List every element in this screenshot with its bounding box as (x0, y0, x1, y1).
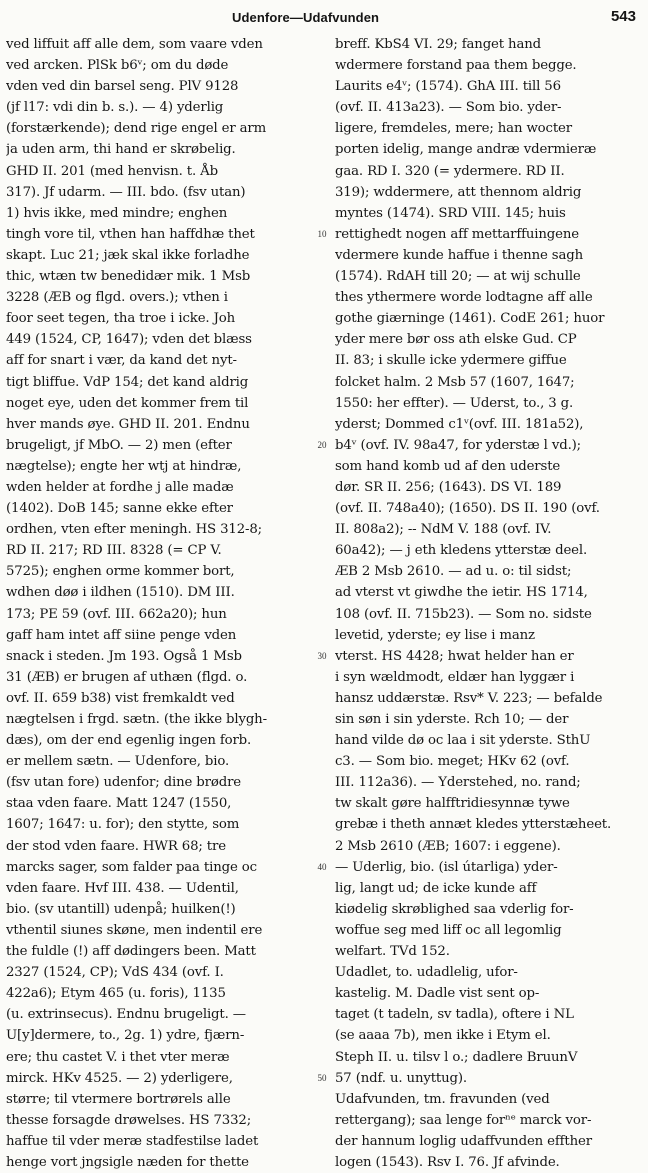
left-column-line: ved liffuit aff alle dem, som vaare vden (6, 37, 263, 52)
right-column-line: taget (t tadeln, sv tadla), oftere i NL (335, 1007, 574, 1023)
left-column-line: der stod vden faare. HWR 68; tre (6, 838, 226, 854)
right-column-line: yderst; Dommed c1ᵛ(ovf. III. 181a52), (335, 416, 584, 432)
right-column-line: 2 Msb 2610 (ÆB; 1607: i eggene). (335, 838, 561, 854)
right-column-line: hansz uddærstæ. Rsv* V. 223; — befalde (335, 690, 603, 706)
left-column-line: GHD II. 201 (med henvisn. t. Åb (6, 163, 218, 179)
left-column-line: vden ved din barsel seng. PlV 9128 (6, 79, 239, 95)
right-column-line: gothe giærninge (1461). CodE 261; huor (335, 311, 605, 327)
left-column-line: vthentil siunes skøne, men indentil ere (6, 922, 263, 938)
left-column-line: 31 (ÆB) er brugen af uthæn (flgd. o. (6, 669, 248, 685)
left-column-line: ere; thu castet V. i thet vter meræ (6, 1049, 230, 1065)
right-column-line: i syn wældmodt, eldær han lyggær i (335, 669, 575, 685)
left-column-line: dæs), om der end egenlig ingen forb. (6, 733, 252, 749)
left-column-line: nægtelsen i frgd. sætn. (the ikke blygh- (6, 712, 267, 727)
right-column (335, 34, 643, 1173)
right-column-line: dør. SR II. 256; (1643). DS VI. 189 (335, 479, 562, 495)
right-column-line: logen (1543). Rsv I. 76. Jf afvinde. (335, 1154, 560, 1170)
left-column-line: thic, wtæn tw benedidær mik. 1 Msb (6, 269, 251, 285)
left-column-line: ordhen, vten efter meningh. HS 312-8; (6, 522, 263, 538)
left-column-line: er mellem sætn. — Udenfore, bio. (6, 754, 230, 770)
right-column-line: myntes (1474). SRD VIII. 145; huis (335, 205, 566, 221)
left-column-line: tingh vore til, vthen han haffdhæ thet (6, 226, 255, 242)
right-column-line: grebæ i theth annæt kledes ytterstæheet. (335, 817, 612, 833)
margin-line-number: 30 (317, 650, 327, 661)
left-column-line: the fuldle (!) aff dødingers been. Matt (6, 944, 256, 960)
right-column-line: Udadlet, to. udadlelig, ufor- (335, 965, 518, 981)
left-column (6, 34, 314, 1173)
left-column-line: (1402). DoB 145; sanne ekke efter (6, 501, 233, 517)
left-column-line: skapt. Luc 21; jæk skal ikke forladhe (6, 247, 250, 263)
right-column-line: (ovf. II. 413a23). — Som bio. yder- (335, 100, 562, 116)
left-column-line: 2327 (1524, CP); VdS 434 (ovf. I. (6, 965, 224, 981)
right-column-line: c3. — Som bio. meget; HKv 62 (ovf. (335, 754, 570, 770)
right-column-line: yder mere bør oss ath elske Gud. CP (335, 332, 577, 348)
left-column-line: 317). Jf udarm. — III. bdo. (fsv utan) (6, 184, 246, 200)
left-column-line: nægtelse); engte her wtj at hindræ, (6, 458, 242, 474)
right-column-line: kiødelig skrøblighed saa vderlig for- (335, 901, 574, 917)
left-column-line: bio. (sv utantill) udenpå; huilken(!) (6, 901, 236, 917)
right-column-line: der hannum loglig udaffvunden effther (335, 1133, 592, 1149)
right-column-line: Laurits e4ᵛ; (1574). GhA III. till 56 (335, 79, 561, 95)
right-column-line: sin søn i sin yderste. Rch 10; — der (335, 712, 569, 727)
margin-line-number: 10 (317, 228, 327, 239)
left-column-line: thesse forsagde drøwelses. HS 7332; (6, 1112, 252, 1128)
right-column-line: som hand komb ud af den uderste (335, 458, 561, 474)
right-column-line: Steph II. u. tilsv l o.; dadlere BruunV (335, 1049, 578, 1065)
right-column-line: gaa. RD I. 320 (= ydermere. RD II. (335, 163, 565, 179)
left-column-line: U[y]dermere, to., 2g. 1) ydre, fjærn- (6, 1028, 245, 1044)
page-header (0, 6, 648, 28)
left-column-line: 3228 (ÆB og flgd. overs.); vthen i (6, 290, 228, 306)
right-column-line: welfart. TVd 152. (335, 944, 450, 960)
right-column-line: Udafvunden, tm. fravunden (ved (335, 1091, 550, 1107)
left-column-line: snack i steden. Jm 193. Også 1 Msb (6, 648, 242, 664)
running-head: Udenfore—Udafvunden (232, 10, 380, 25)
margin-line-number: 40 (317, 861, 327, 872)
left-column-line: wdhen døø i ildhen (1510). DM III. (6, 585, 235, 601)
left-column-line: 449 (1524, CP, 1647); vden det blæss (6, 332, 252, 348)
right-column-line: ligere, fremdeles, mere; han wocter (335, 121, 572, 137)
right-column-line: 1550: her effter). — Uderst, to., 3 g. (335, 395, 574, 411)
left-column-line: (jf l17: vdi din b. s.). — 4) yderlig (6, 100, 224, 116)
right-column-line: 60a42); — j eth kledens ytterstæ deel. (335, 543, 588, 559)
right-column-line: porten idelig, mange andræ vdermieræ (335, 142, 597, 158)
right-column-line: (se aaaa 7b), men ikke i Etym el. (335, 1028, 551, 1044)
right-column-line: thes ythermere worde lodtagne aff alle (335, 290, 593, 306)
right-column-line: wdermere forstand paa them begge. (335, 58, 577, 74)
left-column-line: 5725); enghen orme kommer bort, (6, 564, 235, 580)
left-column-line: aff for snart i vær, da kand det nyt- (6, 353, 237, 369)
right-column-line: hand vilde dø oc laa i sit yderste. SthU (335, 733, 591, 749)
right-column-line: III. 112a36). — Yderstehed, no. rand; (335, 775, 581, 791)
left-column-line: tigt bliffue. VdP 154; det kand aldrig (6, 374, 249, 390)
right-column-line: (ovf. II. 748a40); (1650). DS II. 190 (ovf. (335, 501, 600, 517)
right-column-line: — Uderlig, bio. (isl útarliga) yder- (335, 859, 558, 875)
right-column-line: 108 (ovf. II. 715b23). — Som no. sidste (335, 606, 592, 622)
right-column-line: lig, langt ud; de icke kunde aff (335, 880, 537, 896)
right-column-line: 319); wddermere, att thennom aldrig (335, 184, 582, 200)
left-column-line: (fsv utan fore) udenfor; dine brødre (6, 775, 241, 791)
left-column-line: staa vden faare. Matt 1247 (1550, (6, 796, 232, 812)
right-column-line: kastelig. M. Dadle vist sent op- (335, 986, 540, 1002)
right-column-line: II. 83; i skulle icke ydermere giffue (335, 353, 567, 369)
left-column-line: (forstærkende); dend rige engel er arm (6, 121, 267, 137)
margin-line-number: 50 (317, 1072, 327, 1083)
right-column-line: tw skalt gøre halfftridiesynnæ tywe (335, 796, 570, 812)
left-column-line: marcks sager, som falder paa tinge oc (6, 859, 257, 875)
right-column-line: ad vterst vt giwdhe the ietir. HS 1714, (335, 585, 588, 601)
left-column-line: større; til vtermere bortrørels alle (6, 1091, 231, 1107)
left-column-line: 422a6); Etym 465 (u. foris), 1135 (6, 986, 226, 1002)
left-column-line: wden helder at fordhe j alle madæ (6, 479, 234, 495)
left-column-line: mirck. HKv 4525. — 2) yderligere, (6, 1070, 233, 1086)
right-column-line: (1574). RdAH till 20; — at wij schulle (335, 269, 581, 285)
left-column-line: brugeligt, jf MbO. — 2) men (efter (6, 437, 232, 453)
left-column-line: hver mands øye. GHD II. 201. Endnu (6, 416, 250, 432)
left-column-line: haffue til vder meræ stadfestilse ladet (6, 1133, 259, 1149)
right-column-line: b4ᵛ (ovf. IV. 98a47, for yderstæ l vd.); (335, 437, 582, 453)
left-column-line: 1607; 1647: u. for); den stytte, som (6, 817, 240, 833)
left-column-line: ja uden arm, thi hand er skrøbelig. (6, 142, 236, 158)
left-column-line: gaff ham intet aff siine penge vden (6, 627, 237, 643)
left-column-line: vden faare. Hvf III. 438. — Udentil, (6, 880, 239, 896)
right-column-line: ÆB 2 Msb 2610. — ad u. o: til sidst; (335, 564, 572, 580)
right-column-line: 57 (ndf. u. unyttug). (335, 1070, 467, 1086)
right-column-line: woffue seg med liff oc all legomlig (335, 922, 562, 938)
right-column-line: vterst. HS 4428; hwat helder han er (335, 648, 574, 664)
right-column-line: rettergang); saa lenge forⁿᵉ marck vor- (335, 1112, 592, 1128)
right-column-line: vdermere kunde haffue i thenne sagh (335, 247, 584, 263)
left-column-line: ved arcken. PlSk b6ᵛ; om du døde (6, 58, 229, 74)
left-column-line: 1) hvis ikke, med mindre; enghen (6, 205, 228, 221)
right-column-line: folcket halm. 2 Msb 57 (1607, 1647; (335, 374, 575, 390)
left-column-line: (u. extrinsecus). Endnu brugeligt. — (6, 1007, 246, 1023)
right-column-line: levetid, yderste; ey lise i manz (335, 627, 535, 643)
left-column-line: noget eye, uden det kommer frem til (6, 395, 249, 411)
left-column-line: 173; PE 59 (ovf. III. 662a20); hun (6, 606, 227, 622)
right-column-line: breff. KbS4 VI. 29; fanget hand (335, 37, 542, 52)
right-column-line: II. 808a2); -- NdM V. 188 (ovf. IV. (335, 522, 552, 538)
left-column-line: ovf. II. 659 b38) vist fremkaldt ved (6, 690, 235, 706)
left-column-line: foor seet tegen, tha troe i icke. Joh (6, 311, 236, 327)
left-column-line: henge vort jngsigle næden for thette (6, 1154, 249, 1170)
left-column-line: RD II. 217; RD III. 8328 (= CP V. (6, 543, 222, 559)
page-number: 543 (610, 8, 636, 25)
margin-line-number: 20 (317, 439, 327, 450)
right-column-line: rettighedt nogen aff mettarffuingene (335, 226, 580, 242)
